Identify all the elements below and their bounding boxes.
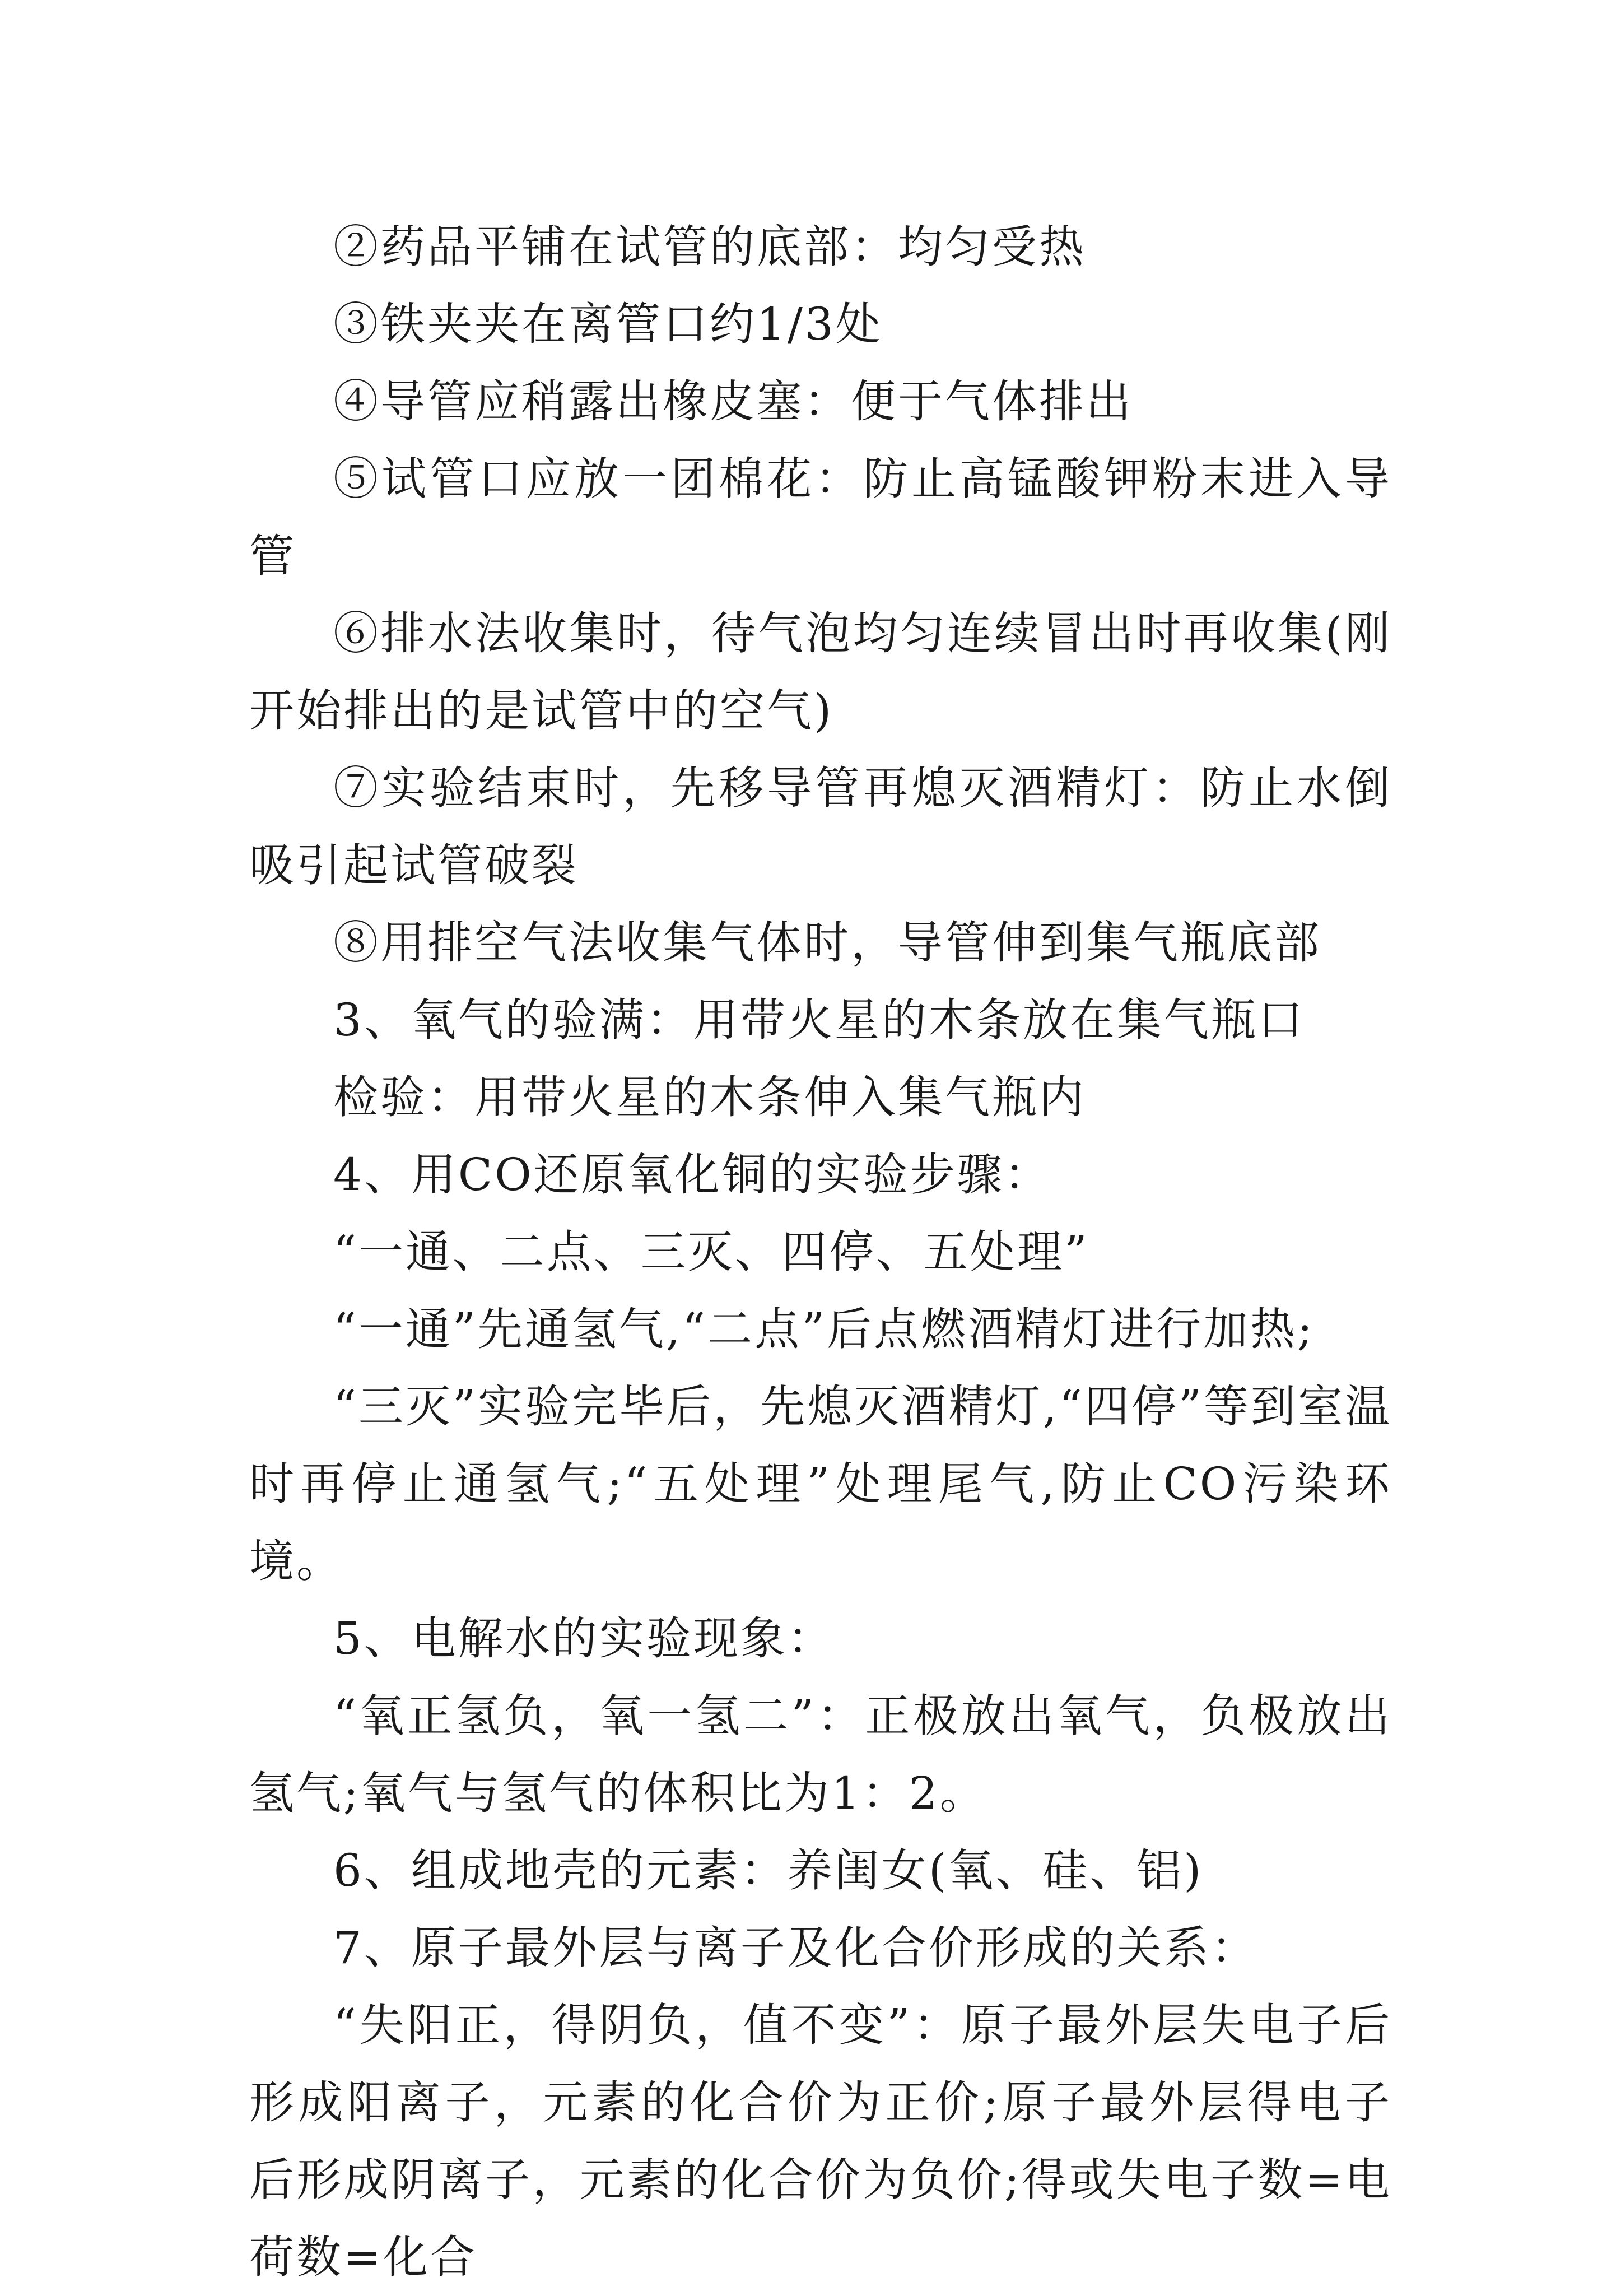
paragraph: 5、电解水的实验现象： bbox=[333, 1612, 835, 1665]
paragraph: 7、原子最外层与离子及化合价形成的关系： bbox=[333, 1922, 1258, 1974]
paragraph: ③铁夹夹在离管口约1/3处 bbox=[333, 298, 883, 350]
paragraph: ⑥排水法收集时，待气泡均匀连续冒出时再收集(刚开始排出的是试管中的空气) bbox=[249, 607, 1392, 737]
paragraph: ⑦实验结束时，先移导管再熄灭酒精灯：防止水倒吸引起试管破裂 bbox=[249, 762, 1392, 891]
paragraph: ②药品平铺在试管的底部：均匀受热 bbox=[333, 221, 1086, 273]
paragraph: 4、用CO还原氧化铜的实验步骤： bbox=[333, 1149, 1051, 1201]
document-body bbox=[249, 208, 1392, 2296]
paragraph: “失阳正，得阴负，值不变”：原子最外层失电子后形成阳离子，元素的化合价为正价;原子最外层得电子后形成阴离子，元素的化合价为负价;得或失电子数=电荷数=化合 bbox=[249, 1999, 1392, 2283]
paragraph: ④导管应稍露出橡皮塞：便于气体排出 bbox=[333, 375, 1133, 427]
paragraph: “三灭”实验完毕后，先熄灭酒精灯,“四停”等到室温时再停止通氢气;“五处理”处理尾气,防止CO污染环境。 bbox=[249, 1381, 1392, 1587]
paragraph: “一通”先通氢气,“二点”后点燃酒精灯进行加热; bbox=[333, 1303, 1315, 1355]
paragraph: 6、组成地壳的元素：养闺女(氧、硅、铝) bbox=[333, 1844, 1204, 1897]
paragraph: ⑤试管口应放一团棉花：防止高锰酸钾粉末进入导管 bbox=[249, 453, 1392, 582]
paragraph: “一通、二点、三灭、四停、五处理” bbox=[333, 1226, 1089, 1278]
paragraph: 检验：用带火星的木条伸入集气瓶内 bbox=[333, 1071, 1086, 1123]
paragraph: 3、氧气的验满：用带火星的木条放在集气瓶口 bbox=[333, 994, 1305, 1046]
paragraph: ⑧用排空气法收集气体时，导管伸到集气瓶底部 bbox=[333, 917, 1321, 969]
paragraph: “氧正氢负，氧一氢二”：正极放出氧气，负极放出氢气;氧气与氢气的体积比为1：2。 bbox=[249, 1690, 1392, 1819]
